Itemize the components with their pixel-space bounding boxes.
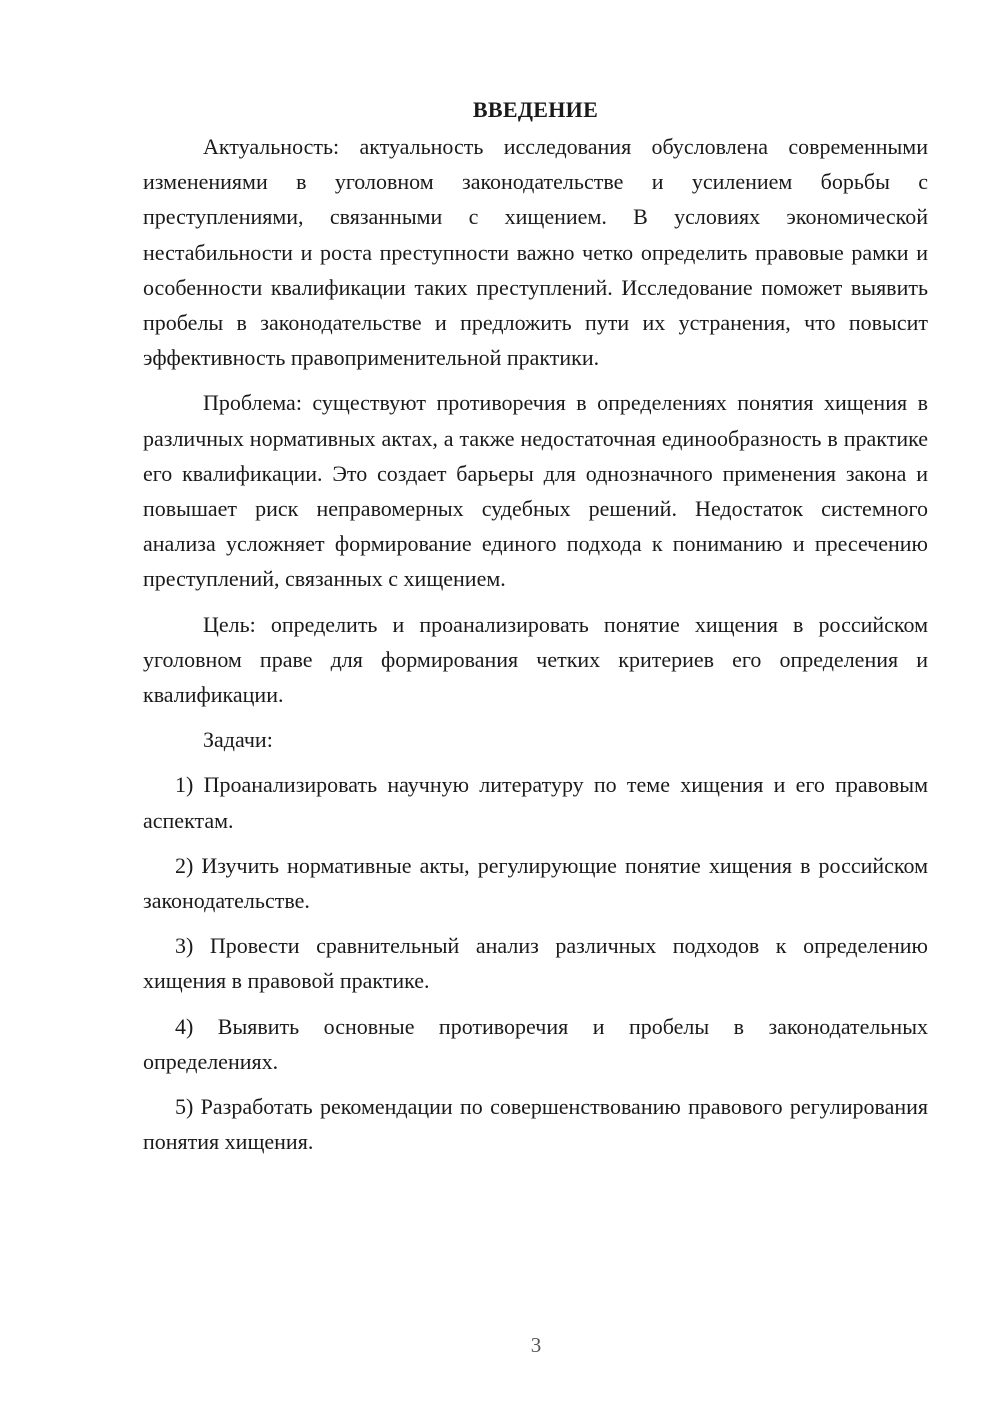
tasks-heading: Задачи: (203, 727, 273, 753)
paragraph-relevance: Актуальность: актуальность исследования обусловлена современными изменениями в уголовном законодательстве и усилением борьбы с преступлениями, связанными с хищением. В условиях экономической нестабильности и роста преступности важно четко определить правовые рамки и особенности квалификации таких преступлений. Исследование поможет выявить пробелы в законодательстве и предложить пути их устранения, что повысит эффективность правоприменительной практики. (143, 134, 928, 371)
paragraph-problem: Проблема: существуют противоречия в определениях понятия хищения в различных нормативных актах, а также недостаточная единообразность в практике его квалификации. Это создает барьеры для однозначного применения закона и повышает риск неправомерных судебных решений. Недостаток системного анализа усложняет формирование единого подхода к пониманию и пресечению преступлений, связанных с хищением. (143, 390, 928, 592)
paragraph-goal: Цель: определить и проанализировать понятие хищения в российском уголовном праве для формирования четких критериев его определения и квалификации. (143, 611, 928, 708)
task-item-5: 5) Разработать рекомендации по совершенствованию правового регулирования понятия хищения. (143, 1094, 928, 1155)
task-item-3: 3) Провести сравнительный анализ различных подходов к определению хищения в правовой практике. (143, 933, 928, 994)
tasks-list (143, 767, 928, 1159)
page-title: ВВЕДЕНИЕ (472, 97, 599, 122)
document-page (143, 92, 928, 1169)
task-item-2: 2) Изучить нормативные акты, регулирующие понятие хищения в российском законодательстве. (143, 852, 928, 914)
task-item-1: 1) Проанализировать научную литературу по теме хищения и его правовым аспектам. (143, 772, 928, 833)
task-item-4: 4) Выявить основные противоречия и пробелы в законодательных определениях. (143, 1013, 928, 1074)
page-number: 3 (530, 1333, 542, 1357)
